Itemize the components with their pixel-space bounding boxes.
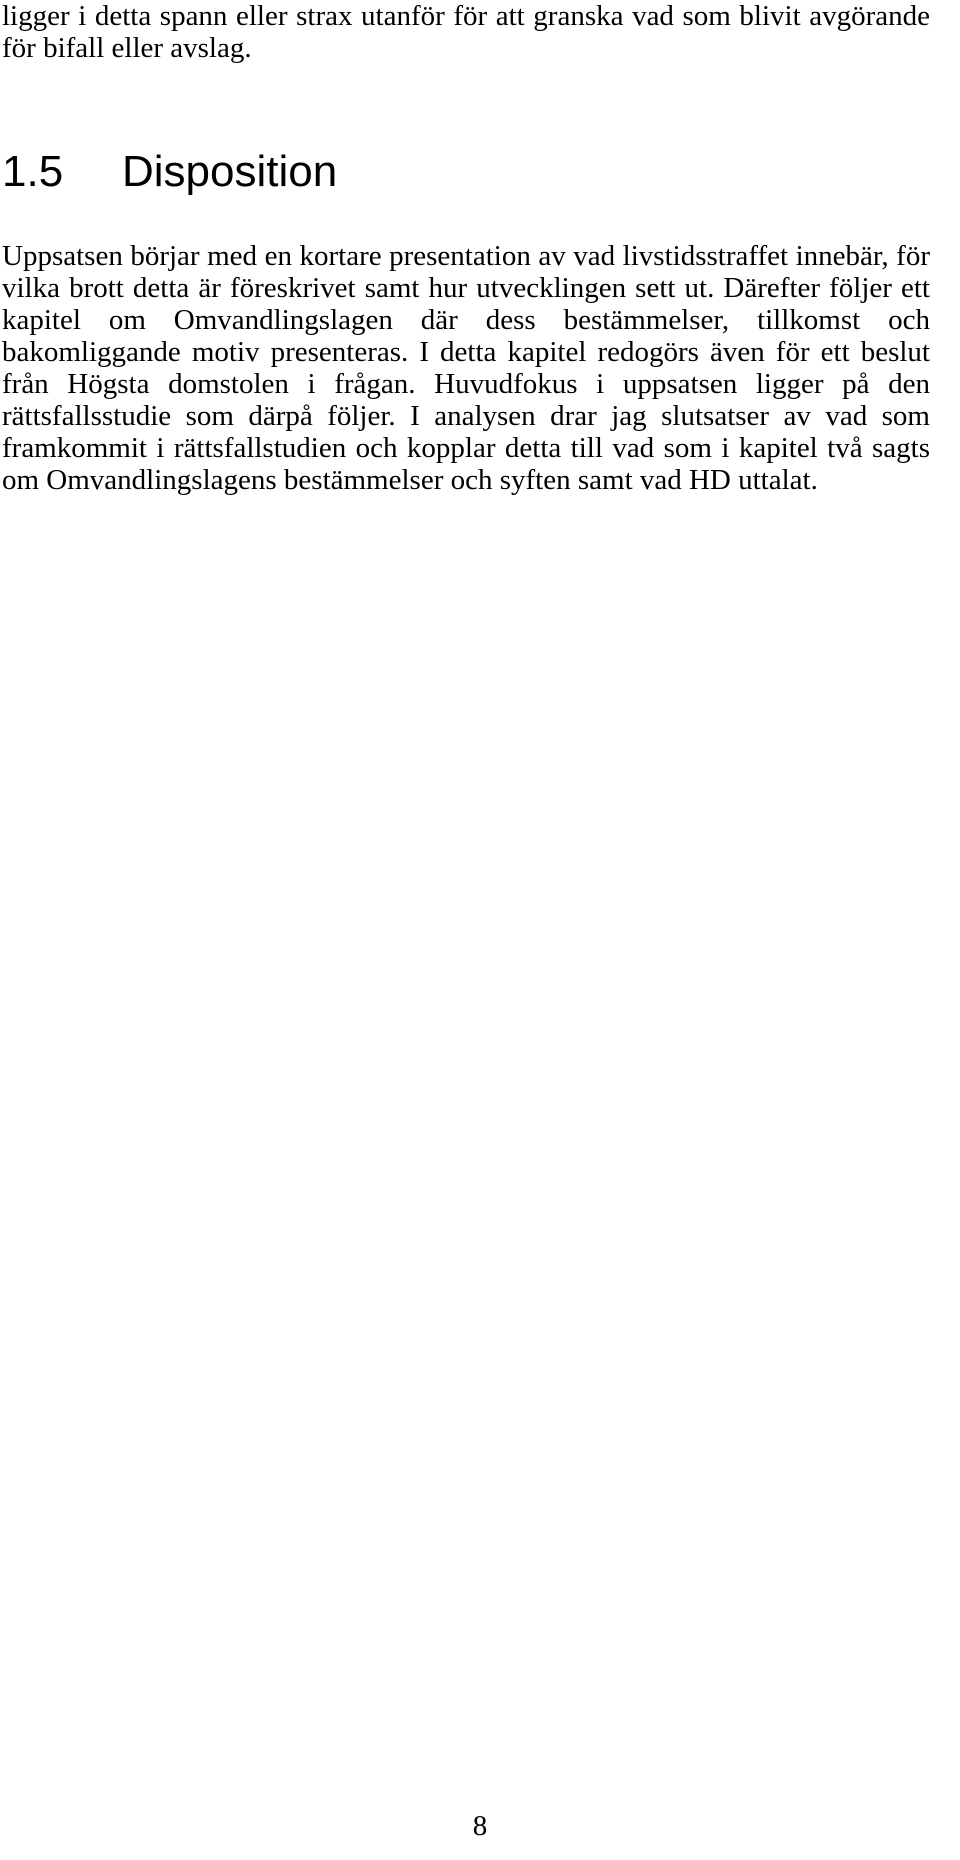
section-title: Disposition [122, 147, 338, 196]
section-number: 1.5 [2, 147, 64, 196]
section-heading [2, 146, 337, 198]
page-number: 8 [472, 1810, 488, 1842]
continuation-paragraph: ligger i detta spann eller strax utanför för att granska vad som blivit avgörande för bifall eller avslag. [2, 0, 930, 64]
body-paragraph: Uppsatsen börjar med en kortare presentation av vad livstidsstraffet innebär, för vilka brott detta är föreskrivet samt hur utvecklingen sett ut. Därefter följer ett kapitel om Omvandlingslagen där dess bestämmelser, tillkomst och bakomliggande motiv presenteras. I detta kapitel redogörs även för ett beslut från Högsta domstolen i frågan. Huvudfokus i uppsatsen ligger på den rättsfallsstudie som därpå följer. I analysen drar jag slutsatser av vad som framkommit i rättsfallstudien och kopplar detta till vad som i kapitel två sagts om Omvandlingslagens bestämmelser och syften samt vad HD uttalat. [2, 240, 930, 496]
